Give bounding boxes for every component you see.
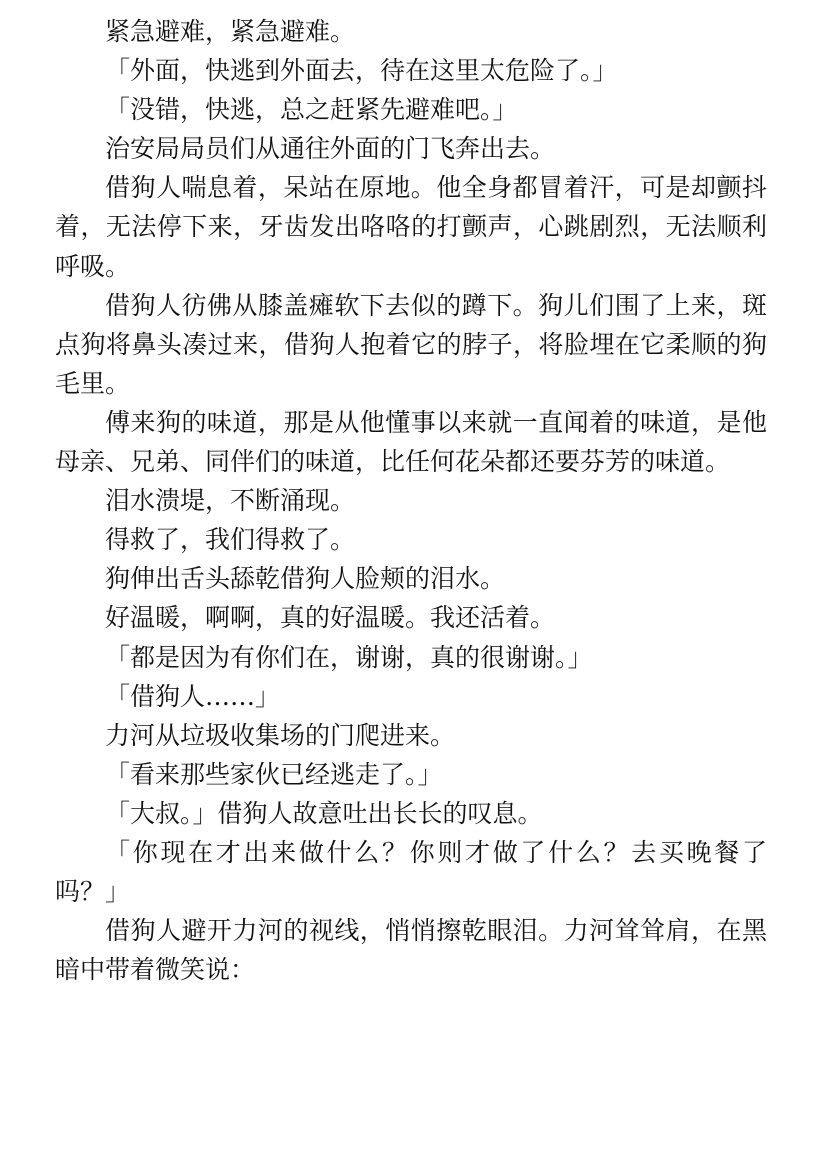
document-body: [55, 12, 767, 989]
paragraph: 「都是因为有你们在，谢谢，真的很谢谢。」: [105, 642, 593, 672]
paragraph: 得救了，我们得救了。: [105, 525, 356, 555]
paragraph: 紧急避难，紧急避难。: [105, 17, 356, 46]
paragraph: 「大叔。」借狗人故意吐出长长的叹息。: [105, 798, 543, 828]
paragraph: 「你现在才出来做什么？你则才做了什么？去买晚餐了吗？」: [55, 837, 767, 907]
paragraph: 「看来那些家伙已经逃走了。」: [105, 759, 443, 789]
paragraph: 借狗人喘息着，呆站在原地。他全身都冒着汗，可是却颤抖着，无法停下来，牙齿发出咯咯的打颤声，心跳剧烈，无法顺利呼吸。: [55, 173, 767, 281]
paragraph: 力河从垃圾收集场的门爬进来。: [105, 720, 456, 750]
paragraph: 借狗人彷佛从膝盖瘫软下去似的蹲下。狗儿们围了上来，斑点狗将鼻头凑过来，借狗人抱着它的脖子，将脸埋在它柔顺的狗毛里。: [55, 290, 767, 398]
paragraph: 「没错，快逃，总之赶紧先避难吧。」: [105, 95, 518, 125]
paragraph: 好温暖，啊啊，真的好温暖。我还活着。: [105, 603, 556, 633]
paragraph: 治安局局员们从通往外面的门飞奔出去。: [105, 134, 556, 164]
paragraph: 傅来狗的味道，那是从他懂事以来就一直闻着的味道，是他母亲、兄弟、同伴们的味道，比任何花朵都还要芬芳的味道。: [55, 407, 767, 477]
paragraph: 泪水溃堤，不断涌现。: [105, 486, 356, 516]
paragraph: 狗伸出舌头舔乾借狗人脸颊的泪水。: [105, 564, 506, 594]
paragraph: 「外面，快逃到外面去，待在这里太危险了。」: [105, 56, 618, 86]
paragraph: 「借狗人……」: [105, 681, 281, 711]
paragraph: 借狗人避开力河的视线，悄悄擦乾眼泪。力河耸耸肩，在黑暗中带着微笑说：: [55, 916, 767, 985]
